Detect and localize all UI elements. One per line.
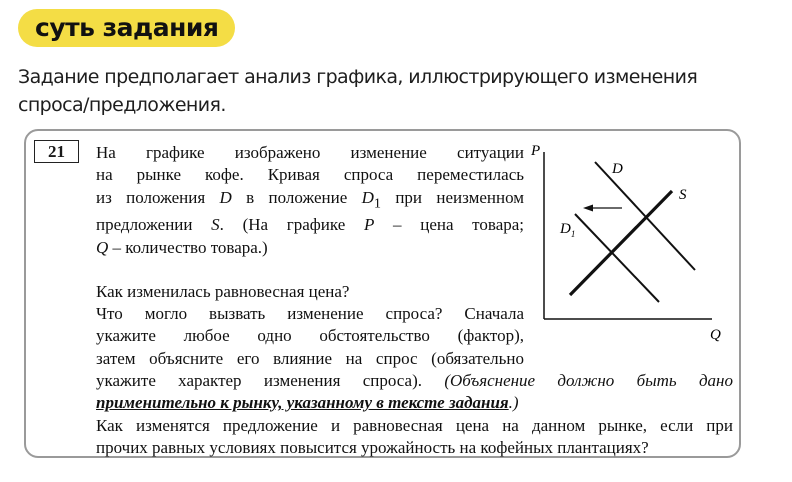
task-line: Как изменятся предложение и равновесная цена на данном рынке, если при [96, 415, 733, 435]
note-emphasis: применительно к рынку, указанному в тексте задания [96, 393, 509, 413]
question-1: Как изменилась равновесная цена? [96, 281, 350, 301]
shift-arrow [583, 205, 622, 212]
task-line: затем объясните его влияние на спрос (обязательно [96, 348, 524, 368]
task-line: на рынке кофе. Кривая спроса переместилась [96, 165, 524, 185]
intro-line-1: Задание предполагает анализ графика, иллюстрирующего изменения [18, 66, 698, 88]
task-line: прочих равных условиях повысится урожайность на кофейных плантациях? [96, 437, 649, 457]
task-line: укажите любое одно обстоятельство (фактор), [96, 326, 524, 346]
supply-curve-s [570, 191, 672, 295]
task-line: из положения D в положение $D_1$ при неизменном [96, 187, 524, 211]
x-axis-label: Q [710, 327, 721, 343]
task-line: применительно к рынку, указанному в тексте задания.) [96, 393, 519, 413]
supply-demand-chart [527, 136, 727, 346]
task-line: Что могло вызвать изменение спроса? Сначала [96, 304, 524, 324]
demand-curve-d1 [575, 214, 659, 302]
task-line: Q – количество товара.) [96, 237, 268, 257]
task-number: 21 [34, 140, 79, 163]
task-line: На графике изображено изменение ситуации [96, 143, 524, 162]
section-badge: суть задания [18, 9, 235, 47]
y-axis-label: P [531, 143, 541, 159]
intro-line-2: спроса/предложения. [18, 94, 226, 116]
task-line: укажите характер изменения спроса). (Объяснение должно быть дано [96, 371, 733, 391]
task-line: предложении S. (На графике P – цена товара; [96, 215, 525, 235]
series-label-d: D [612, 161, 623, 177]
series-label-d1: $D_1$ [560, 221, 576, 239]
intro-text [18, 63, 758, 119]
series-label-s: S [679, 187, 687, 203]
note-text: (Объяснение должно быть дано [444, 371, 733, 391]
